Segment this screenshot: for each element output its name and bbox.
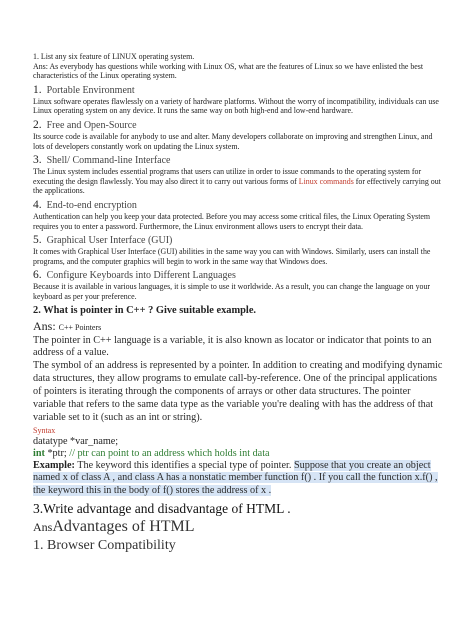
feature-body: Authentication can help you keep your data protected. Before you may access some critical files, the Linux Operating System requires you to enter a password. Furthermore, the Linux environment allows users to encrypt their data. — [33, 211, 431, 231]
question-1: 1. List any six feature of LINUX operating system. — [33, 52, 195, 61]
feature-3 — [33, 154, 443, 196]
feature-heading: 4. End-to-end encryption — [33, 198, 137, 211]
syntax-line: datatype *var_name; — [33, 435, 119, 447]
linux-commands-link[interactable]: Linux commands — [298, 176, 354, 186]
pointer-definition: The pointer in C++ language is a variable, it is also known as locator or indicator that points to an address of a value. — [33, 334, 432, 359]
syntax-label: Syntax — [33, 425, 56, 435]
feature-4 — [33, 199, 443, 231]
feature-heading: 2. Free and Open-Source — [33, 118, 137, 131]
feature-1 — [33, 84, 443, 116]
feature-2 — [33, 119, 443, 151]
highlighted-text: Suppose that you create an object named x of class A , and class A has a nonstatic member function f() . If you call the function x.f() , the keyword this in the body of f() stores the address of x . — [33, 459, 438, 496]
feature-body: The Linux system includes essential programs that users can utilize in order to issue commands to the operating system for executing the design flawlessly. You may also direct it to carry out various forms of Linux commands for effectively carrying out the applications. — [33, 167, 441, 196]
document-content — [33, 52, 443, 554]
feature-body: It comes with Graphical User Interface (GUI) abilities in the same way you can with Windows. Similarly, users can install the programs, and the computer graphics will begin to work in the same way that Windows does. — [33, 247, 431, 266]
example-paragraph: Example: The keyword this identifies a special type of pointer. Suppose that you create an object named x of class A , and class A has a nonstatic member function f() . If you call the function x.f() , the keyword this in the body of f() stores the address of x . — [33, 459, 438, 496]
feature-heading: 3. Shell/ Command-line Interface — [33, 154, 171, 167]
answer-2-label: Ans: C++ Pointers — [33, 318, 102, 333]
advantages-heading: AnsAdvantages of HTML — [33, 518, 195, 536]
feature-heading: 6. Configure Keyboards into Different Languages — [33, 269, 236, 282]
feature-body: Linux software operates flawlessly on a variety of hardware platforms. Without the worry of incompatibility, individuals can use Linux operating system on any device. It runs the same way on both high-end and low-end hardware. — [33, 96, 439, 116]
feature-body: Its source code is available for anybody to use and alter. Many developers collaborate on improving and strengthen Linux, and lots of developers constantly work on updating the Linux system. — [33, 131, 433, 151]
question-3: 3.Write advantage and disadvantage of HTML . — [33, 501, 291, 517]
feature-6 — [33, 269, 443, 301]
advantage-item-1: 1. Browser Compatibility — [33, 538, 176, 554]
feature-body: Because it is available in various languages, it is simple to use it worldwide. As a result, you can change the language on your keyboard as per your preference. — [33, 282, 431, 301]
answer-1-intro: Ans: As everybody has questions while working with Linux OS, what are the features of Linux so we have enlisted the best characteristics of the Linux operating system. — [33, 61, 424, 81]
pointer-explanation: The symbol of an address is represented by a pointer. In addition to creating and modifying dynamic data structures, they allow programs to emulate call-by-reference. One of the principal applications of pointers is iterating through the components of arrays or other data structures. The pointer variable that refers to the same data type as the variable you're dealing with has the address of that variable set to it (such as an int or string). — [33, 360, 443, 423]
code-example: int *ptr; // ptr can point to an address which holds int data — [33, 447, 270, 459]
feature-heading: 5. Graphical User Interface (GUI) — [33, 234, 173, 247]
feature-heading: 1. Portable Environment — [33, 83, 135, 96]
question-2: 2. What is pointer in C++ ? Give suitable example. — [33, 304, 257, 316]
feature-5 — [33, 234, 443, 266]
